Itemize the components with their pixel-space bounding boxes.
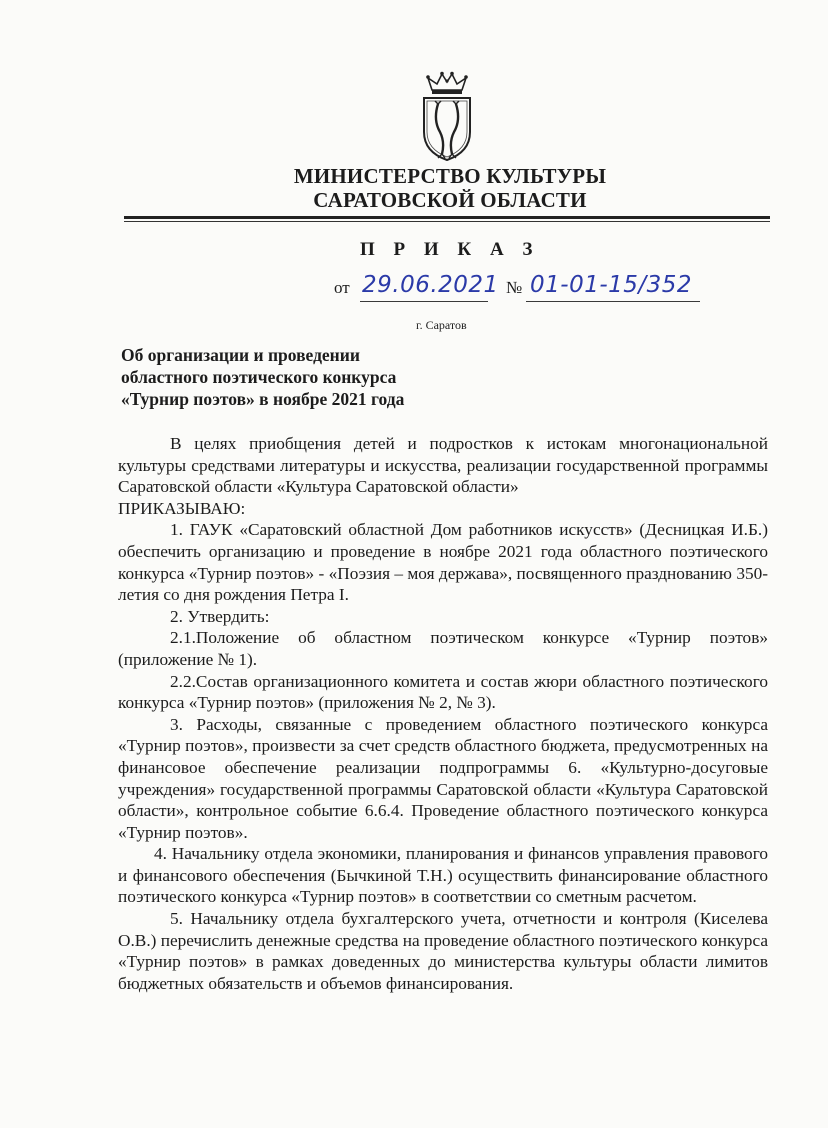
item-2-1: 2.1.Положение об областном поэтическом конкурсе «Турнир поэтов» (приложение № 1). <box>118 628 768 669</box>
document-type: П Р И К А З <box>360 239 540 260</box>
ministry-name-line2: САРАТОВСКОЙ ОБЛАСТИ <box>313 188 587 212</box>
order-title-line3: «Турнир поэтов» в ноябре 2021 года <box>121 389 405 409</box>
order-body <box>118 433 768 994</box>
item-3: 3. Расходы, связанные с проведением областного поэтического конкурса «Турнир поэтов», произвести за счет средств областного бюджета, предусмотренных на финансовое обеспечение реализации подпрограммы 6. «Культурно-досуговые учреждения» государственной программы Саратовской области «Культура Саратовской области», контрольное событие 6.6.4. Проведение областного поэтического конкурса «Турнир поэтов». <box>118 714 768 842</box>
intro-paragraph: В целях приобщения детей и подростков к истокам многонациональной культуры средствами литературы и искусства, реализации государственной программы Саратовской области «Культура Саратовской области» <box>118 434 768 497</box>
handwritten-date: 29.06.2021 <box>362 272 499 298</box>
item-2-2: 2.2.Состав организационного комитета и состав жюри областного поэтического конкурса «Турнир поэтов» (приложения № 2, № 3). <box>118 671 768 713</box>
item-4: 4. Начальнику отдела экономики, планирования и финансов управления правового и финансового обеспечения (Бычкиной Т.Н.) осуществить финансирование областного поэтического конкурса «Турнир поэтов» в соответствии со сметным расчетом. <box>118 844 768 907</box>
ministry-name-line1: МИНИСТЕРСТВО КУЛЬТУРЫ <box>293 164 607 188</box>
handwritten-number: 01-01-15/352 <box>530 272 693 298</box>
item-2: 2. Утвердить: <box>170 606 270 626</box>
header-divider-thick <box>124 216 770 219</box>
order-title-line2: областного поэтического конкурса <box>121 367 397 387</box>
item-5: 5. Начальнику отдела бухгалтерского учета, отчетности и контроля (Киселева О.В.) перечислить денежные средства на проведение областного поэтического конкурса «Турнир поэтов» в рамках доведенных до министерства культуры области лимитов бюджетных обязательств и объемов финансирования. <box>118 909 768 993</box>
order-title-line1: Об организации и проведении <box>121 345 360 365</box>
number-prefix: № <box>506 278 523 297</box>
date-number-line <box>334 272 734 306</box>
date-underline <box>360 301 488 302</box>
city-label: г. Саратов <box>416 318 467 332</box>
order-word: ПРИКАЗЫВАЮ: <box>118 498 246 518</box>
number-underline <box>526 301 700 302</box>
saratov-coat-of-arms-icon <box>418 70 476 162</box>
date-prefix: от <box>334 278 350 297</box>
item-1: 1. ГАУК «Саратовский областной Дом работников искусств» (Десницкая И.Б.) обеспечить организацию и проведение в ноябре 2021 года областного поэтического конкурса «Турнир поэтов» - «Поэзия – моя держава», посвященного празднованию 350-летия со дня рождения Петра I. <box>118 520 768 605</box>
header-divider-thin <box>124 221 770 222</box>
